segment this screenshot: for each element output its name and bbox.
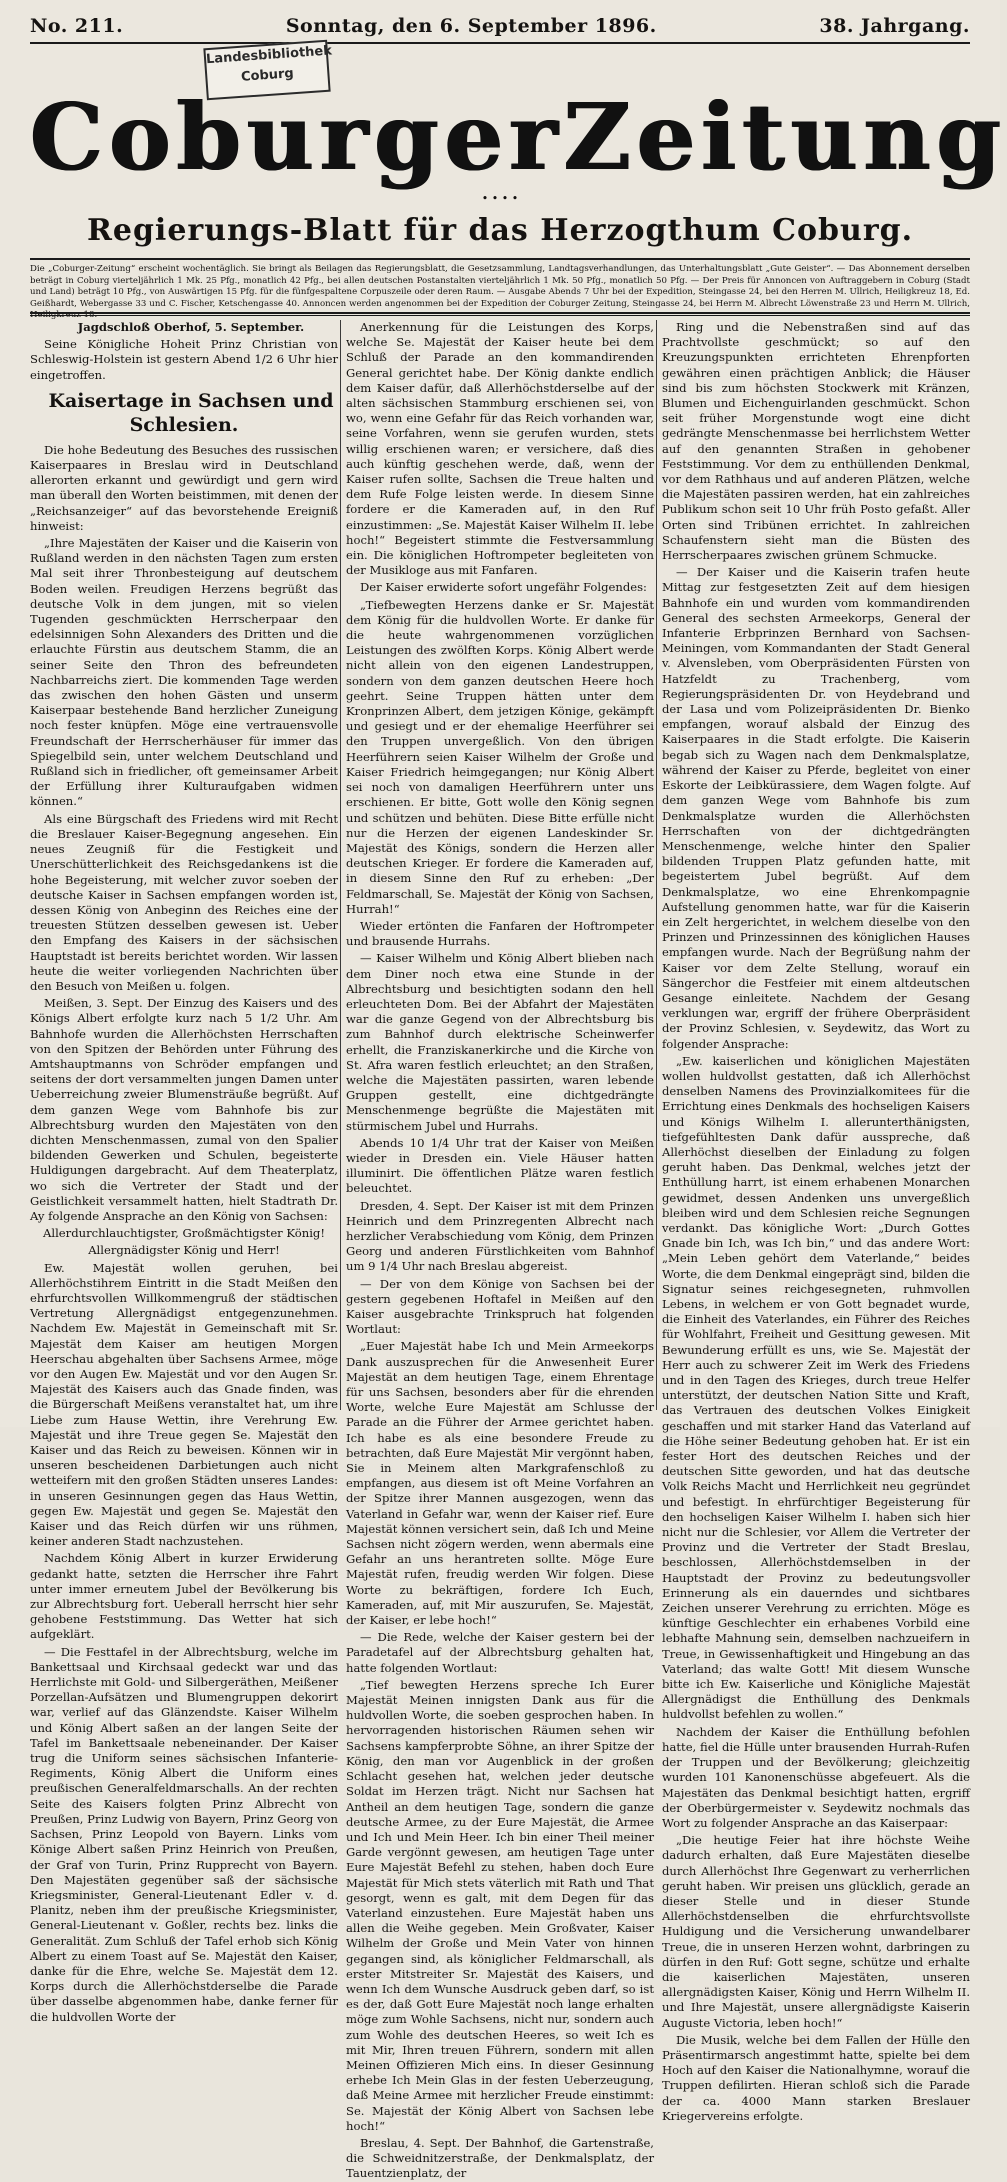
article-paragraph: — Kaiser Wilhelm und König Albert blieben nach dem Diner noch etwa eine Stunde in der Albrechtsburg und besichtigten sodann den hell erleuchteten Dom. Bei der Abfahrt der Majestäten war die ganze Gegend von der Albrechtsburg bis zum Bahnhof durch elektrische Scheinwerfer erhellt, die Franziskanerkirche und die Kirche von St. Afra waren festlich erleuchtet; an den Straßen, welche die Majestäten passirten, waren lebende Gruppen gestellt, eine dichtgedrängte Menschenmenge begrüßte die Majestäten mit stürmischem Jubel und Hurrahs. xyxy=(346,951,654,1133)
article-paragraph: Nachdem König Albert in kurzer Erwiderung gedankt hatte, setzten die Herrscher ihre Fahrt unter immer erneutem Jubel der Bevölkerung bis zur Albrechtsburg fort. Ueberall herrscht hier sehr gehobene Feststimmung. Das Wetter hat sich aufgeklärt. xyxy=(30,1551,338,1642)
article-paragraph: Die Musik, welche bei dem Fallen der Hülle den Präsentirmarsch angestimmt hatte, spielte bei dem Hoch auf den Kaiser die Nationalhymne, worauf die Truppen defilirten. Hieran schloß sich die Parade der ca. 4000 Mann starken Breslauer Kriegervereins erfolgte. xyxy=(662,2032,970,2123)
article-paragraph: — Der von dem Könige von Sachsen bei der gestern gegebenen Hoftafel in Meißen auf den Kaiser ausgebrachte Trinkspruch hat folgenden Wortlaut: xyxy=(346,1276,654,1337)
issue-volume: 38. Jahrgang. xyxy=(819,15,970,37)
headline-kaisertage: Kaisertage in Sachsen und Schlesien. xyxy=(48,389,334,436)
masthead-title-left: Coburger xyxy=(30,83,564,191)
notice-rule-bottom xyxy=(30,312,970,314)
article-paragraph: Abends 10 1/4 Uhr trat der Kaiser von Meißen wieder in Dresden ein. Viele Häuser hatten illuminirt. Die öffentlichen Plätze waren festlich beleuchtet. xyxy=(346,1135,654,1196)
dateline-oberhof: Jagdschloß Oberhof, 5. September. xyxy=(77,320,305,334)
article-paragraph: — Die Festtafel in der Albrechtsburg, welche im Bankettsaal und Kirchsaal gedeckt war und das Herrlichste mit Gold- und Silbergeräthen, Meißener Porzellan-Aufsätzen und Blumengruppen dekorirt war, verlief auf das Glänzendste. Kaiser Wilhelm und König Albert saßen an der langen Seite der Tafel im Bankettsaale nebeneinander. Der Kaiser trug die Uniform seines sächsischen Infanterie-Regiments, König Albert die Uniform eines preußischen Generalfeldmarschalls. An der rechten Seite des Kaisers folgten Prinz Albrecht von Preußen, Prinz Ludwig von Bayern, Prinz Georg von Sachsen, Prinz Leopold von Bayern. Links vom Könige Albert saßen Prinz Heinrich von Preußen, der Graf von Turin, Prinz Rupprecht von Bayern. Den Majestäten gegenüber saß der sächsische Kriegsminister, General-Lieutenant Edler v. d. Planitz, neben ihm der preußische Kriegsminister, General-Lieutenant v. Goßler, rechts bez. links die Generalität. Zum Schluß der Tafel erhob sich König Albert zu einem Toast auf Se. Majestät den Kaiser, danke für die Ehre, welche Se. Majestät dem 12. Korps durch die Allerhöchstderselbe die Parade über dasselbe abgenommen habe, danke ferner für die huldvollen Worte der xyxy=(30,1644,338,2024)
notice-rule-top xyxy=(30,258,970,260)
stamp-line-2: Coburg xyxy=(240,66,295,85)
header-rule-top xyxy=(30,42,970,44)
issue-date: Sonntag, den 6. September 1896. xyxy=(285,15,657,37)
column-3 xyxy=(662,320,970,2123)
article-paragraph: Ew. Majestät wollen geruhen, bei Allerhöchstihrem Eintritt in die Stadt Meißen den ehrfurchtsvollen Willkommengruß der städtischen Vertretung Allergnädigst entgegenzunehmen. Nachdem Ew. Majestät in Gemeinschaft mit Sr. Majestät dem Kaiser am heutigen Morgen Heerschau abgehalten über Sachsens Armee, möge vor den Augen Ew. Majestät und vor den Augen Sr. Majestät des Kaisers auch das Gnade finden, was die Bürgerschaft Meißens veranstaltet hat, um ihre Liebe zum Hause Wettin, ihre Verehrung Ew. Majestät und ihre Treue gegen Se. Majestät den Kaiser und das Reich zu beweisen. Können wir in unseren bescheidenen Darbietungen auch nicht wetteifern mit den großen Städten unseres Landes: in unseren Gesinnungen gegen das Haus Wettin, gegen Ew. Majestät und gegen Se. Majestät den Kaiser und das Reich dürfen wir uns rühmen, keiner anderen Stadt nachzustehen. xyxy=(30,1260,338,1549)
article-paragraph: Meißen, 3. Sept. Der Einzug des Kaisers und des Königs Albert erfolgte kurz nach 5 1/2 Uhr. Am Bahnhofe wurden die Allerhöchsten Herrschaften von den Spitzen der Behörden unter Führung des Amtshauptmanns von Schröder empfangen und seitens der dort versammelten jungen Damen unter Ueberreichung zweier Blumensträuße begrüßt. Auf dem ganzen Wege vom Bahnhofe bis zur Albrechtsburg wurden den Majestäten von den dichten Menschenmassen, zumal von den Spalier bildenden Gewerken und Schulen, begeisterte Huldigungen dargebracht. Auf dem Theaterplatz, wo sich die Vertreter der Stadt und der Geistlichkeit versammelt hatten, hielt Stadtrath Dr. Ay folgende Ansprache an den König von Sachsen: xyxy=(30,996,338,1223)
article-paragraph: Die hohe Bedeutung des Besuches des russischen Kaiserpaares in Breslau wird in Deutschland allerorten erkannt und gewürdigt und gern wird man überall den Worten beistimmen, mit denen der „Reichsanzeiger“ auf das bevorstehende Ereigniß hinweist: xyxy=(30,442,338,533)
article-paragraph: „Tief bewegten Herzens spreche Ich Eurer Majestät Meinen innigsten Dank aus für die huldvollen Worte, die soeben gesprochen haben. In hervorragenden historischen Räumen sehen wir Sachsens kampferprobte Söhne, an ihrer Spitze der König, den man vor Augenblick in der großen Schlacht gesehen hat, welchen jeder deutsche Soldat im Herzen trägt. Nicht nur Sachsen hat Antheil an dem heutigen Tage, sondern die ganze deutsche Armee, zu der Eure Majestät, die Armee und Ich und Mein Heer. Ich bin einer Theil meiner Garde vergönnt gewesen, am heutigen Tage unter Eure Majestät Befehl zu stehen, haben doch Eure Majestät für Mich stets väterlich mit Rath und That gesorgt, wenn es galt, mit dem Degen für das Vaterland einzustehen. Eure Majestät haben uns allen die Weihe gegeben. Mein Großvater, Kaiser Wilhelm der Große und Mein Vater von hinnen gegangen sind, als königlicher Feldmarschall, als erster Mitstreiter Sr. Majestät des Kaisers, und wenn Ich dem Wunsche Ausdruck geben darf, so ist es der, daß Gott Eure Majestät noch lange erhalten möge zum Wohle Sachsens, nicht nur, sondern auch zum Wohle des deutschen Heeres, so weit Ich es mit Mir, Ihren treuen Führern, sondern mit allen Meinen Offizieren Mich eins. In dieser Gesinnung erhebe Ich Mein Glas in der festen Ueberzeugung, daß Meine Armee mit herzlicher Freude einstimmt: Se. Majestät der König Albert von Sachsen lebe hoch!“ xyxy=(346,1677,654,2133)
article-paragraph: Der Kaiser erwiderte sofort ungefähr Folgendes: xyxy=(360,580,647,595)
salutation-line: Allergnädigster König und Herr! xyxy=(88,1243,280,1258)
article-paragraph: Breslau, 4. Sept. Der Bahnhof, die Gartenstraße, die Schweidnitzerstraße, der Denkmalsplatz, der Tauentzienplatz, der xyxy=(346,2135,654,2181)
article-paragraph: „Die heutige Feier hat ihre höchste Weihe dadurch erhalten, daß Eure Majestäten dieselbe durch Allerhöchst Ihre Gegenwart zu verherrlichen geruht haben. Wir preisen uns glücklich, gerade an dieser Stelle und in dieser Stunde Allerhöchstdenselben die ehrfurchtsvollste Huldigung und die Versicherung unwandelbarer Treue, die in unseren Herzen wohnt, darbringen zu dürfen in den Ruf: Gott segne, schütze und erhalte die kaiserlichen Majestäten, unseren allergnädigsten Kaiser, König und Herrn Wilhelm II. und Ihre Majestät, unsere allergnädigste Kaiserin Auguste Victoria, leben hoch!“ xyxy=(662,1833,970,2030)
article-paragraph: — Der Kaiser und die Kaiserin trafen heute Mittag zur festgesetzten Zeit auf dem hiesigen Bahnhofe ein und wurden vom kommandirenden General des sechsten Armeekorps, General der Infanterie Erbprinzen Bernhard von Sachsen-Meiningen, vom Kommandanten der Stadt General v. Alvensleben, vom Oberpräsidenten Fürsten von Hatzfeldt zu Trachenberg, vom Regierungspräsidenten Dr. von Heydebrand und der Lasa und vom Polizeipräsidenten Dr. Bienko empfangen, worauf alsbald der Einzug des Kaiserpaares in die Stadt erfolgte. Die Kaiserin begab sich zu Wagen nach dem Denkmalsplatze, während der Kaiser zu Pferde, begleitet von einer Eskorte der Leibkürassiere, dem Wagen folgte. Auf dem ganzen Wege vom Bahnhofe bis zum Denkmalsplatze wurden die Allerhöchsten Herrschaften von der dichtgedrängten Menschenmenge, welche hinter den Spalier bildenden Truppen Platz gefunden hatte, mit begeistertem Jubel begrüßt. Auf dem Denkmalsplatze, wo eine Ehrenkompagnie Aufstellung genommen hatte, war für die Kaiserin ein Zelt hergerichtet, in welchem dieselbe von den Prinzen und Prinzessinnen des königlichen Hauses empfangen wurde. Nach der Begrüßung nahm der Kaiser vor dem Zelte Stellung, worauf ein Sängerchor die Festfeier mit einem altdeutschen Gesange einleitete. Nachdem der Gesang verklungen war, ergriff der frühere Oberpräsident der Provinz Schlesien, v. Seydewitz, das Wort zu folgender Ansprache: xyxy=(662,565,970,1051)
article-paragraph: Anerkennung für die Leistungen des Korps, welche Se. Majestät der Kaiser heute bei dem Schluß der Parade an den kommandirenden General gerichtet habe. Der König dankte endlich dem Kaiser dafür, daß Allerhöchstderselbe auf der alten sächsischen Stammburg erschienen sei, von wo, wenn eine Gefahr für das Reich vorhanden war, seine Vorfahren, wenn sie gerufen wurden, stets willig erschienen waren; er versichere, daß dies auch künftig geschehen werde, daß, wenn der Kaiser rufen sollte, Sachsen die Treue halten und dem Rufe Folge leisten werde. In diesem Sinne fordere er die Kameraden auf, in den Ruf einzustimmen: „Se. Majestät Kaiser Wilhelm II. lebe hoch!“ Begeistert stimmte die Festversammlung ein. Die königlichen Hoftrompeter begleiteten von der Musikloge aus mit Fanfaren. xyxy=(346,320,654,578)
article-paragraph: Nachdem der Kaiser die Enthüllung befohlen hatte, fiel die Hülle unter brausenden Hurrah-Rufen der Truppen und der Bevölkerung; gleichzeitig wurden 101 Kanonenschüsse abgefeuert. Als die Majestäten das Denkmal besichtigt hatten, ergriff der Oberbürgermeister v. Seydewitz nochmals das Wort zu folgender Ansprache an das Kaiserpaar: xyxy=(662,1724,970,1830)
masthead-title-right: Zeitung xyxy=(563,83,1007,191)
header-topline xyxy=(30,12,970,40)
salutation-line: Allerdurchlauchtigster, Großmächtigster König! xyxy=(43,1226,325,1241)
article-paragraph: Dresden, 4. Sept. Der Kaiser ist mit dem Prinzen Heinrich und dem Prinzregenten Albrecht nach herzlicher Verabschiedung vom König, dem Prinzen Georg und anderen Fürstlichkeiten vom Bahnhof um 9 1/4 Uhr nach Breslau abgereist. xyxy=(346,1198,654,1274)
column-2 xyxy=(346,320,654,2181)
article-paragraph: Ring und die Nebenstraßen sind auf das Prachtvollste geschmückt; so auf den Kreuzungspunkten errichteten Ehrenpforten gewähren einen prächtigen Anblick; die Häuser sind bis zum höchsten Stockwerk mit Kränzen, Blumen und Eichenguirlanden geschmückt. Schon seit früher Morgenstunde wogt eine dicht gedrängte Menschenmasse bei herrlichstem Wetter auf den genannten Straßen in gehobener Feststimmung. Vor dem zu enthüllenden Denkmal, vor dem Rathhaus und auf anderen Plätzen, welche die Majestäten passiren werden, hat ein zahlreiches Publikum schon seit 10 Uhr früh Posto gefaßt. Aller Orten sind Tribünen errichtet. In zahlreichen Schaufenstern sieht man die Büsten des Herrscherpaares zwischen grünem Schmucke. xyxy=(662,320,970,563)
article-paragraph: „Ihre Majestäten der Kaiser und die Kaiserin von Rußland werden in den nächsten Tagen zum ersten Mal seit ihrer Thronbesteigung auf deutschem Boden weilen. Freudigen Herzens begrüßt das deutsche Volk in dem jungen, mit so vielen Tugenden geschmückten Herrscherpaar den edelsinnigen Sohn Alexanders des Dritten und die erlauchte Fürstin aus deutschem Stamm, die an seiner Seite den Thron des befreundeten Nachbarreichs ziert. Die kommenden Tage werden das zwischen den hohen Gästen und unserm Kaiserpaar bestehende Band herzlicher Zuneigung noch fester knüpfen. Möge eine vertrauensvolle Freundschaft der Herrscherhäuser für immer das Spiegelbild sein, unter welchem Deutschland und Rußland sich in friedlicher, oft gemeinsamer Arbeit der Erfüllung ihrer Kulturaufgaben widmen können.“ xyxy=(30,536,338,809)
masthead xyxy=(30,82,1007,192)
article-paragraph: „Ew. kaiserlichen und königlichen Majestäten wollen huldvollst gestatten, daß ich Allerhöchst denselben Namens des Provinzialkomitees für die Errichtung eines Denkmals des hochseligen Kaisers und Königs Wilhelm I. allerunterthänigsten, tiefgefühltesten Dank dafür ausspreche, daß Allerhöchst dieselben der Einladung zu folgen geruht haben. Das Denkmal, welches jetzt der Enthüllung harrt, ist einem erhabenen Monarchen gewidmet, dessen Andenken uns unvergeßlich bleiben wird und dem Schlesien reiche Segnungen verdankt. Das königliche Wort: „Durch Gottes Gnade bin Ich, was Ich bin,“ und das andere Wort: „Mein Leben gehört dem Vaterlande,“ beides Worte, die dem Denkmal eingeprägt sind, bilden die Signatur seines reichgesegneten, ruhmvollen Lebens, in welchem er von Gott begnadet wurde, die Einheit des Vaterlandes, ein Führer des Reiches für Wohlfahrt, Freiheit und Gesittung gewesen. Mit Bewunderung erfüllt es uns, wie Se. Majestät der Herr auch zu schwerer Zeit im Werk des Friedens und in den Tagen des Krieges, durch treue Helfer unterstützt, der deutschen Nation Sitte und Kraft, das Vertrauen des deutschen Volkes Einigkeit geschaffen und mit starker Hand das Vaterland auf die Höhe seiner Bedeutung gehoben hat. Er ist ein fester Hort des deutschen Reiches und der deutschen Sitte geworden, und hat das deutsche Volk Reichs Macht und Herrlichkeit neu gegründet und befestigt. In ehrfürchtiger Begeisterung für den hochseligen Kaiser Wilhelm I. haben sich hier nicht nur die Schlesier, vor Allem die Vertreter der Provinz und die Vertreter der Stadt Breslau, beschlossen, Allerhöchstdemselben in der Hauptstadt der Provinz zu bedeutungsvoller Erinnerung als ein dauerndes und sichtbares Zeichen unserer Verehrung zu errichten. Möge es künftige Geschlechter ein erhabenes Vorbild eine lebhafte Mahnung sein, demselben nachzueifern in Treue, in Gewissenhaftigkeit und Hingebung an das Vaterland; das walte Gott! Mit diesem Wunsche bitte ich Ew. Kaiserliche und Königliche Majestät Allergnädigst die Enthüllung des Denkmals huldvollst befehlen zu wollen.“ xyxy=(662,1053,970,1722)
column-divider-2 xyxy=(656,320,657,1410)
article-paragraph: — Die Rede, welche der Kaiser gestern bei der Paradetafel auf der Albrechtsburg gehalten hat, hatte folgenden Wortlaut: xyxy=(346,1630,654,1675)
tagline: Regierungs-Blatt für das Herzogthum Coburg. xyxy=(86,213,914,248)
article-paragraph: „Euer Majestät habe Ich und Mein Armeekorps Dank auszusprechen für die Anwesenheit Eurer Majestät an dem heutigen Tage, einem Ehrentage für uns Sachsen, besonders aber für die ehrenden Worte, welche Eure Majestät am Schlusse der Parade an die Führer der Armee gerichtet haben. Ich habe es als eine besondere Freude zu betrachten, daß Eure Majestät Mir vergönnt haben, Sie in Meinem alten Markgrafenschloß zu empfangen, aus diesem ist oft Meine Vorfahren an der Spitze ihrer Mannen ausgezogen, wenn das Vaterland in Gefahr war, wenn der Kaiser rief. Eure Majestät können versichert sein, daß Ich und Meine Sachsen nicht zögern werden, wenn abermals eine Gefahr an uns herantreten sollte. Möge Eure Majestät rufen, freudig werden Wir folgen. Diese Worte zu bekräftigen, fordere Ich Euch, Kameraden, auf, mit Mir auszurufen, Se. Majestät, der Kaiser, er lebe hoch!“ xyxy=(346,1339,654,1628)
article-paragraph: Seine Königliche Hoheit Prinz Christian von Schleswig-Holstein ist gestern Abend 1/2 6 Uhr hier eingetroffen. xyxy=(30,337,338,382)
stamp-line-1: Landesbibliothek xyxy=(205,43,333,68)
subscription-notice: Die „Coburger-Zeitung“ erscheint wochentäglich. Sie bringt als Beilagen das Regierungsblatt, die Gesetzsammlung, Landtagsverhandlungen, das Unterhaltungsblatt „Gute Geister“. — Das Abonnement derselben beträgt in Coburg vierteljährlich 1 Mk. 25 Pfg., monatlich 42 Pfg., bei allen deutschen Postanstalten vierteljährlich 1 Mk. 50 Pfg., monatlich 50 Pfg. — Der Preis für Annoncen von Auftraggebern in Coburg (Stadt und Land) beträgt 10 Pfg., von Auswärtigen 15 Pfg. für die fünfgespaltene Corpuszeile oder deren Raum. — Ausgabe Abends 7 Uhr bei der Expedition, Steingasse 24, bei den Herren M. Ullrich, Heiligkreuz 18, Ed. Geißhardt, Webergasse 33 und C. Fischer, Ketschengasse 40. Annoncen werden angenommen bei der Expedition der Coburger Zeitung, Steingasse 24, bei Herrn M. Albrecht Löwenstraße 23 und Herrn M. Ullrich, Heiligkreuz 18. xyxy=(30,264,970,320)
notice-rule-bottom-thin xyxy=(30,315,970,316)
article-paragraph: „Tiefbewegten Herzens danke er Sr. Majestät dem König für die huldvollen Worte. Er danke für die heute wahrgenommenen vorzüglichen Leistungen des zwölften Korps. König Albert werde nicht allein von den eigenen Landestruppen, sondern von dem ganzen deutschen Heere hoch geehrt. Seine Truppen hätten unter dem Kronprinzen Albert, dem jetzigen Könige, gekämpft und gesiegt und er der ehemalige Heerführer sei den Truppen unvergeßlich. Von den übrigen Heerführern seien Kaiser Wilhelm der Große und Kaiser Friedrich heimgegangen; nur König Albert sei noch von damaligen Heerführern unter uns erschienen. Er bitte, Gott wolle den König segnen und schützen und behüten. Diese Bitte erfülle nicht nur die Herzen der eigenen Landeskinder Sr. Majestät des Königs, sondern die Herzen aller deutschen Krieger. Er fordere die Kameraden auf, in diesem Sinne den Ruf zu erheben: „Der Feldmarschall, Se. Majestät der König von Sachsen, Hurrah!“ xyxy=(346,597,654,916)
column-1 xyxy=(30,320,338,2024)
article-paragraph: Wieder ertönten die Fanfaren der Hoftrompeter und brausende Hurrahs. xyxy=(346,918,654,949)
article-paragraph: Als eine Bürgschaft des Friedens wird mit Recht die Breslauer Kaiser-Begegnung angesehen. Ein neues Zeugniß für die Festigkeit und Unerschütterlichkeit des Reichsgedankens ist die hohe Begeisterung, mit welcher zuvor soeben der deutsche Kaiser in Sachsen empfangen worden ist, dessen König von Anbeginn des Reiches eine der treuesten Stützen desselben gewesen ist. Ueber den Empfang des Kaisers in der sächsischen Hauptstadt ist bereits berichtet worden. Wir lassen heute die weiter vorliegenden Nachrichten über den Besuch von Meißen u. folgen. xyxy=(30,811,338,993)
masthead-ornament: • • • • xyxy=(481,192,519,205)
column-divider-1 xyxy=(340,320,341,1410)
issue-number: No. 211. xyxy=(30,15,124,37)
